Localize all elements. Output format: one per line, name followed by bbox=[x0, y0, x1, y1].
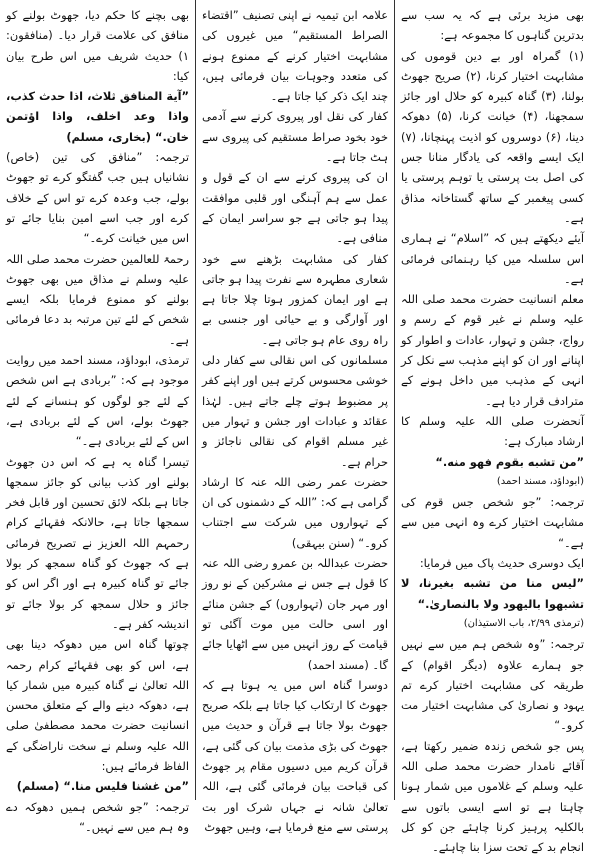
translation: ترجمہ: ”وہ شخص ہم میں سے نہیں جو ہمارے علاوہ (دیگر اقوام) کے طریقہ کی مشابہت اختیار کرے تم یہود و نصاریٰ کی مشابہت اختیار مت کرو۔“ bbox=[401, 637, 584, 733]
text-column-left bbox=[0, 0, 195, 834]
hadith-arabic: ”من تشبه بقوم فهو منه.“ bbox=[435, 454, 584, 469]
paragraph: دوسرا گناہ اس میں یہ ہوتا ہے کہ جھوٹ کا ارتکاب کیا جاتا ہے بلکہ صریح جھوٹ بولا جاتا ہے قرآن و حدیث میں جھوٹ کی بڑی مذمت بیان کی گئی ہے، قرآن کریم میں دسیوں مقام پر جھوٹ کی قباحت بیان فرمائی گئی ہے، اللہ تعالیٰ شانہ نے جہاں شرک اور بت پرستی سے منع فرمایا ہے، وہیں جھوٹ bbox=[202, 677, 388, 834]
paragraph: بھی مزید برئی ہے کہ یہ سب سے بدترین گناہوں کا مجموعہ ہے: bbox=[401, 8, 584, 43]
hadith-reference: (ابوداؤد، مسند احمد) bbox=[496, 475, 584, 487]
hadith-arabic: ”آیة المنافق ثلاث، اذا حدث کذب، واذا وعد اخلف، واذا اؤتمن خان.“ (بخاری، مسلم) bbox=[6, 89, 189, 144]
paragraph: تیسرا گناہ یہ ہے کہ اس دن جھوٹ بولنے اور کذب بیانی کو جائز سمجھا جاتا ہے بلکہ لائق تحسین اور قابل فخر سمجھا جاتا ہے، حالانکہ فقہائے کرام رحمہم اللہ العزیز نے تصریح فرمائی ہے کہ جھوٹ کو گناہ سمجھ کر بولا جائے تو گناہ کبیرہ ہے اور اگر اس کو جائز و حلال سمجھ کر بولا جائے تو اندیشہ کفر ہے۔ bbox=[6, 454, 189, 631]
paragraph: چوتھا گناہ اس میں دھوکہ دینا بھی ہے، اس کو بھی فقہائے کرام رحمہ اللہ تعالیٰ نے گناہ کبیرہ میں شمار کیا ہے، دھوکہ دینے والے کے متعلق محسن انسانیت حضرت محمد مصطفیٰ صلی اللہ علیہ وسلم نے سخت ناراضگی کے الفاظ فرمائے ہیں: bbox=[6, 637, 189, 773]
paragraph: کفار کی نقل اور پیروی کرنے سے آدمی خود بخود صراط مستقیم کی پیروی سے ہٹ جاتا ہے۔ bbox=[202, 109, 388, 165]
paragraph: آنحضرت صلی اللہ علیہ وسلم کا ارشاد مبارک ہے: bbox=[401, 413, 584, 449]
hadith-arabic: ”لیس منا من تشبه بغیرنا، لا تشبهوا بالیهود ولا بالنصاریٰ.“ bbox=[401, 576, 584, 611]
text-column-middle bbox=[195, 0, 395, 834]
paragraph: ان کی پیروی کرنے سے ان کے قول و عمل سے ہم آہنگی اور قلبی موافقت پیدا ہو جاتی ہے جو سراسر ایمان کے منافی ہے۔ bbox=[202, 170, 388, 246]
paragraph: معلم انسانیت حضرت محمد صلی اللہ علیہ وسلم نے غیر قوم کے رسم و رواج، جشن و تہوار، عادات و اطوار کو اپنانے اور ان کو اپنے مذہب سے نکل کر انہی کے مذہب میں داخل ہونے کے مترادف قرار دیا ہے۔ bbox=[401, 292, 584, 408]
translation: ترجمہ: ”جو شخص ہمیں دھوکہ دے وہ ہم میں سے نہیں۔“ bbox=[6, 799, 189, 834]
paragraph: حضرت عبداللہ بن عمرو رضی اللہ عنہ کا قول ہے جس نے مشرکین کے نو روز اور مہر جان (تہواروں) کے جشن منائے اور اسی حالت میں موت آگئی تو قیامت کے روز انہیں میں سے اٹھایا جائے گا۔ (مسند احمد) bbox=[202, 556, 388, 672]
paragraph: رحمۃ للعالمین حضرت محمد صلی اللہ علیہ وسلم نے مذاق میں بھی جھوٹ بولنے کو ممنوع فرمایا بلکہ ایسے شخص کے لئے تین مرتبہ بد دعا فرمائی ہے۔ bbox=[6, 251, 189, 347]
paragraph: (۱) گمراہ اور بے دین قوموں کی مشابہت اختیار کرنا، (۲) صریح جھوٹ بولنا، (۳) گناہ کبیرہ کو حلال اور جائز سمجھنا، (۴) خیانت کرنا، (۵) دھوکہ دینا، (۶) دوسروں کو اذیت پہنچانا، (۷) ایک ایسے واقعہ کی یادگار منانا جس کی اصل بت پرستی یا توہم پرستی یا کسی پیغمبر کے ساتھ گستاخانہ مذاق ہے۔ bbox=[401, 48, 584, 225]
translation: ترجمہ: ”منافق کی تین (خاص) نشانیاں ہیں جب گفتگو کرے تو جھوٹ بولے، جب وعدہ کرے تو اس کے خلاف کرے اور جب اسے امین بنایا جائے تو اس میں خیانت کرے۔“ bbox=[6, 150, 189, 246]
translation: ترجمہ: ”جو شخص جس قوم کی مشابہت اختیار کرے وہ انہی میں سے ہے۔“ bbox=[401, 495, 584, 550]
hadith-reference: (ترمذی ۲/۹۹، باب الاستیذان) bbox=[463, 617, 584, 629]
paragraph: مسلمانوں کی اس نقالی سے کفار دلی خوشی محسوس کرتے ہیں اور اپنے کفر پر مضبوط ہوتے چلے جاتے ہیں۔ لہٰذا عقائد و عبادات اور جشن و تہوار میں غیر مسلم اقوام کی نقالی ناجائز و حرام ہے۔ bbox=[202, 353, 388, 469]
hadith-arabic: ”من غشنا فلیس منا.“ (مسلم) bbox=[16, 779, 189, 794]
paragraph: علامہ ابن تیمیہ نے اپنی تصنیف ”اقتضاء الصراط المستقیم“ میں غیروں کی مشابہت اختیار کرنے کے ممنوع ہونے کی متعدد وجوہات بیان فرمائی ہیں، چند ایک ذکر کیا جاتا ہے۔ bbox=[202, 8, 388, 104]
paragraph: بھی بچنے کا حکم دیا، جھوٹ بولنے کو منافق کی علامت قرار دیا۔ (منافقون: ۱) حدیث شریف میں اس طرح بیان کیا: bbox=[6, 8, 189, 83]
paragraph: ترمذی، ابوداؤد، مسند احمد میں روایت موجود ہے کہ: ”بربادی ہے اس شخص کے لئے جو لوگوں کو ہنسانے کے لئے جھوٹ بولے، اس کے لئے بربادی ہے، اس کے لئے بربادی ہے۔“ bbox=[6, 353, 189, 449]
paragraph: حضرت عمر رضی اللہ عنہ کا ارشاد گرامی ہے کہ: ”اللہ کے دشمنوں کی ان کے تہواروں میں شرکت سے اجتناب کرو۔“ (سنن بیہقی) bbox=[202, 474, 388, 550]
paragraph: ایک دوسری حدیث پاک میں فرمایا: bbox=[419, 556, 584, 571]
paragraph: آیئے دیکھتے ہیں کہ ”اسلام“ نے ہماری اس سلسلہ میں کیا رہنمائی فرمائی ہے۔ bbox=[401, 231, 584, 286]
text-column-right bbox=[395, 0, 590, 855]
paragraph: کفار کی مشابہت بڑھنے سے خود شعاری مطہرہ سے نفرت پیدا ہو جاتی ہے اور ایمان کمزور ہوتا چلا جاتا ہے اور آوارگی و بے حیائی اور جنسی بے راہ روی عام ہو جاتی ہے۔ bbox=[202, 251, 388, 347]
paragraph: پس جو شخص زندہ ضمیر رکھتا ہے، آقائے نامدار حضرت محمد صلی اللہ علیہ وسلم کے غلاموں میں شمار ہونا چاہتا ہے تو اسے ایسی باتوں سے بالکلیہ پرہیز کرنا چاہئے جن کو کل انجام بد کے تحت سزا بنا چاہئے۔ bbox=[401, 738, 584, 855]
